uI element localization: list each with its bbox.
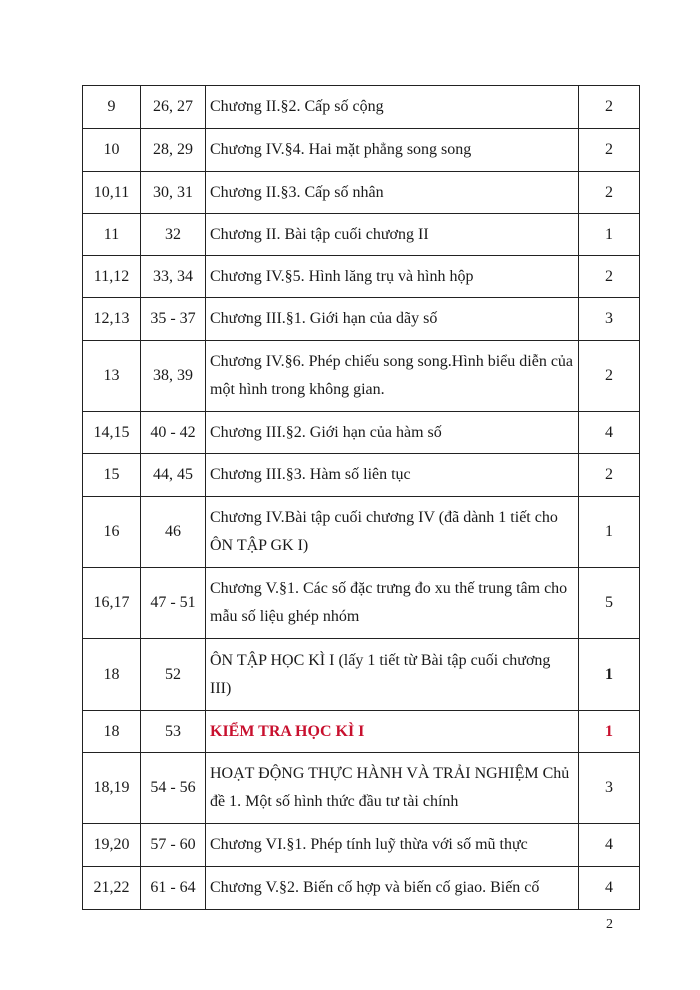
week-cell: 16,17 <box>83 568 141 639</box>
content-cell: Chương III.§3. Hàm số liên tục <box>206 454 579 497</box>
week-cell: 15 <box>83 454 141 497</box>
exam-title-cell: KIỂM TRA HỌC KÌ I <box>206 711 579 753</box>
table-row <box>83 256 640 298</box>
content-cell: Chương IV.§4. Hai mặt phẳng song song <box>206 129 579 172</box>
week-cell: 18,19 <box>83 753 141 824</box>
content-cell: Chương II.§2. Cấp số cộng <box>206 86 579 129</box>
period-cell: 40 - 42 <box>141 412 206 454</box>
hours-cell: 5 <box>579 568 640 639</box>
week-cell: 9 <box>83 86 141 129</box>
content-cell: Chương II. Bài tập cuối chương II <box>206 214 579 256</box>
content-cell: Chương III.§1. Giới hạn của dãy số <box>206 298 579 341</box>
hours-cell: 2 <box>579 172 640 214</box>
week-cell: 18 <box>83 711 141 753</box>
period-cell: 52 <box>141 639 206 711</box>
week-cell: 14,15 <box>83 412 141 454</box>
hours-cell: 3 <box>579 753 640 824</box>
period-cell: 61 - 64 <box>141 867 206 910</box>
week-cell: 13 <box>83 341 141 412</box>
table-row <box>83 341 640 412</box>
period-cell: 32 <box>141 214 206 256</box>
teaching-plan-table <box>82 85 640 910</box>
week-cell: 10 <box>83 129 141 172</box>
hours-cell: 1 <box>579 639 640 711</box>
period-cell: 54 - 56 <box>141 753 206 824</box>
hours-cell: 4 <box>579 867 640 910</box>
table-row <box>83 497 640 568</box>
table-row <box>83 753 640 824</box>
content-cell: Chương V.§1. Các số đặc trưng đo xu thế trung tâm cho mẫu số liệu ghép nhóm <box>206 568 579 639</box>
hours-cell: 2 <box>579 129 640 172</box>
period-cell: 26, 27 <box>141 86 206 129</box>
hours-cell: 4 <box>579 412 640 454</box>
hours-cell: 3 <box>579 298 640 341</box>
table-row <box>83 86 640 129</box>
period-cell: 46 <box>141 497 206 568</box>
hours-cell: 2 <box>579 86 640 129</box>
table-row <box>83 412 640 454</box>
hours-cell: 1 <box>579 497 640 568</box>
table-row <box>83 639 640 711</box>
content-cell: Chương IV.§6. Phép chiếu song song.Hình biểu diễn của một hình trong không gian. <box>206 341 579 412</box>
week-cell: 11,12 <box>83 256 141 298</box>
content-cell: Chương IV.§5. Hình lăng trụ và hình hộp <box>206 256 579 298</box>
period-cell: 53 <box>141 711 206 753</box>
week-cell: 11 <box>83 214 141 256</box>
content-cell: Chương VI.§1. Phép tính luỹ thừa với số mũ thực <box>206 824 579 867</box>
week-cell: 18 <box>83 639 141 711</box>
period-cell: 35 - 37 <box>141 298 206 341</box>
table-row <box>83 568 640 639</box>
period-cell: 57 - 60 <box>141 824 206 867</box>
week-cell: 21,22 <box>83 867 141 910</box>
table-row <box>83 867 640 910</box>
page-number: 2 <box>606 917 613 932</box>
content-cell: Chương IV.Bài tập cuối chương IV (đã dành 1 tiết cho ÔN TẬP GK I) <box>206 497 579 568</box>
document-page <box>82 85 627 910</box>
table-row <box>83 172 640 214</box>
hours-cell: 2 <box>579 341 640 412</box>
week-cell: 10,11 <box>83 172 141 214</box>
table-row <box>83 454 640 497</box>
table-row-exam <box>83 711 640 753</box>
week-cell: 16 <box>83 497 141 568</box>
week-cell: 19,20 <box>83 824 141 867</box>
period-cell: 28, 29 <box>141 129 206 172</box>
hours-cell: 1 <box>579 214 640 256</box>
period-cell: 30, 31 <box>141 172 206 214</box>
table-row <box>83 214 640 256</box>
content-cell: HOẠT ĐỘNG THỰC HÀNH VÀ TRẢI NGHIỆM Chủ đề 1. Một số hình thức đầu tư tài chính <box>206 753 579 824</box>
period-cell: 33, 34 <box>141 256 206 298</box>
content-cell: Chương II.§3. Cấp số nhân <box>206 172 579 214</box>
week-cell: 12,13 <box>83 298 141 341</box>
hours-cell: 1 <box>579 711 640 753</box>
content-cell: Chương V.§2. Biến cố hợp và biến cố giao. Biến cố <box>206 867 579 910</box>
period-cell: 38, 39 <box>141 341 206 412</box>
content-cell: ÔN TẬP HỌC KÌ I (lấy 1 tiết từ Bài tập cuối chương III) <box>206 639 579 711</box>
period-cell: 47 - 51 <box>141 568 206 639</box>
content-cell: Chương III.§2. Giới hạn của hàm số <box>206 412 579 454</box>
table-row <box>83 129 640 172</box>
hours-cell: 2 <box>579 256 640 298</box>
table-row <box>83 824 640 867</box>
hours-cell: 4 <box>579 824 640 867</box>
hours-cell: 2 <box>579 454 640 497</box>
period-cell: 44, 45 <box>141 454 206 497</box>
table-row <box>83 298 640 341</box>
